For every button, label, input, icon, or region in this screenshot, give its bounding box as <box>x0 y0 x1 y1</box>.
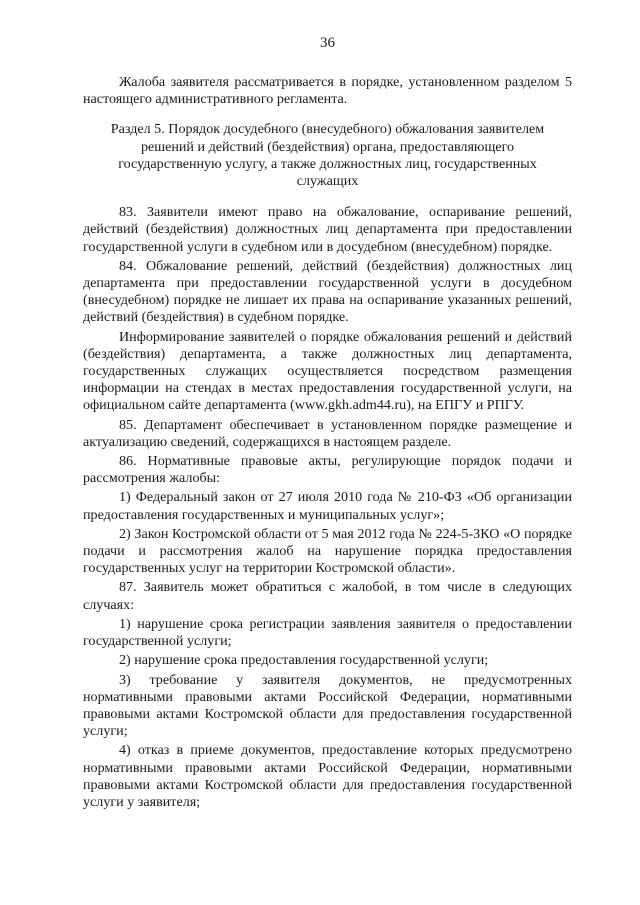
paragraph-84: 84. Обжалование решений, действий (бездействия) должностных лиц департамента при предоставлении государственной услуги в досудебном (внесудебном) порядке не лишает их права на оспаривание указанных решений, действий (бездействия) в судебном порядке. <box>83 257 572 326</box>
paragraph-85: 85. Департамент обеспечивает в установленном порядке размещение и актуализацию сведений, содержащихся в настоящем разделе. <box>83 416 572 450</box>
paragraph-87: 87. Заявитель может обратиться с жалобой, в том числе в следующих случаях: <box>83 579 572 613</box>
list-item-86-2: 2) Закон Костромской области от 5 мая 2012 года № 224-5-ЗКО «О порядке подачи и рассмотрения жалоб на нарушение порядка предоставления государственных услуг на территории Костромской области». <box>83 525 572 577</box>
list-item-86-1: 1) Федеральный закон от 27 июля 2010 года № 210-ФЗ «Об организации предоставления государственных и муниципальных услуг»; <box>83 489 572 523</box>
paragraph-informing: Информирование заявителей о порядке обжалования решений и действий (бездействия) департамента, а также должностных лиц департамента, государственных служащих осуществляется посредством размещения информации на стендах в местах предоставления государственной услуги, на официальном сайте департамента (www.gkh.adm44.ru), на ЕПГУ и РПГУ. <box>83 328 572 414</box>
list-item-87-3: 3) требование у заявителя документов, не предусмотренных нормативными правовыми актами Российской Федерации, нормативными правовыми актами Костромской области для предоставления государственной услуги; <box>83 671 572 740</box>
intro-paragraph: Жалоба заявителя рассматривается в порядке, установленном разделом 5 настоящего административного регламента. <box>83 74 572 108</box>
paragraph-86: 86. Нормативные правовые акты, регулирующие порядок подачи и рассмотрения жалобы: <box>83 453 572 487</box>
paragraph-83: 83. Заявители имеют право на обжалование, оспаривание решений, действий (бездействия) должностных лиц департамента при предоставлении государственной услуги в судебном или в досудебном (внесудебном) порядке. <box>83 204 572 255</box>
page-number: 36 <box>320 35 335 51</box>
section-heading: Раздел 5. Порядок досудебного (внесудебного) обжалования заявителем решений и действий (бездействия) органа, предоставляющего государственную услугу, а также должностных лиц, государственных служащих <box>110 121 545 190</box>
list-item-87-2: 2) нарушение срока предоставления государственной услуги; <box>119 652 489 669</box>
list-item-87-4: 4) отказ в приеме документов, предоставление которых предусмотрено нормативными правовыми актами Российской Федерации, нормативными правовыми актами Костромской области для предоставления государственной услуги у заявителя; <box>83 742 572 810</box>
list-item-87-1: 1) нарушение срока регистрации заявления заявителя о предоставлении государственной услуги; <box>83 615 572 650</box>
